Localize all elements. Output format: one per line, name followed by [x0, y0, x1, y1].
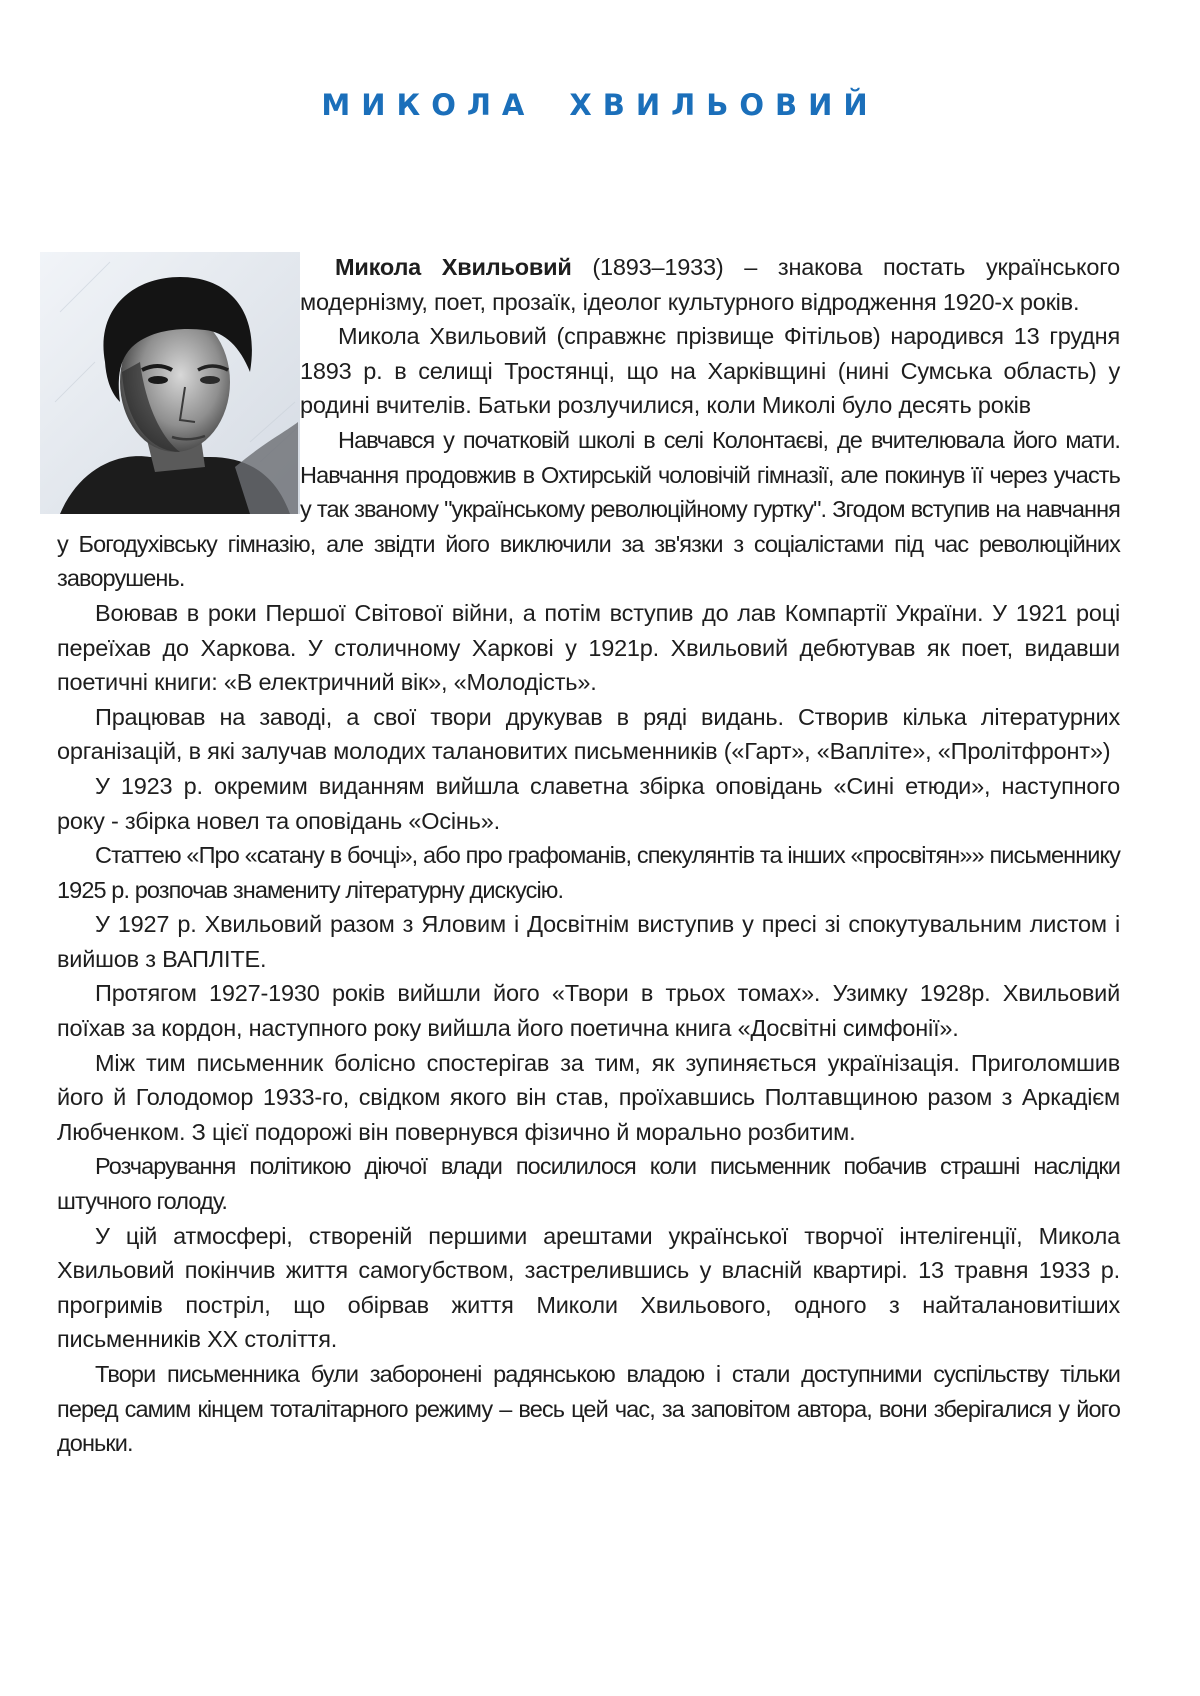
paragraph-war: Воював в роки Першої Світової війни, а потім вступив до лав Компартії України. У 1921 році переїхав до Харкова. У столичному Харкові у 1921р. Хвильовий дебютував як поет, видавши поетичні книги: «В електричний вік», «Молодість». [57, 599, 1120, 696]
title-last-name: ХВИЛЬОВИЙ [569, 88, 879, 122]
paragraph-ukrainization: Між тим письменник болісно спостерігав за тим, як зупиняється українізація. Приголомшив його й Голодомор 1933-го, свідком якого він став, проїхавшись Полтавщиною разом з Аркадієм Любченком. З цієї подорожі він повернувся фізично й морально розбитим. [57, 1049, 1120, 1145]
paragraph-article: Статтею «Про «сатану в бочці», або про графоманів, спекулянтів та інших «просвітян»» письменнику 1925 р. розпочав знамениту літературну дискусію. [57, 842, 1120, 903]
paragraph-legacy: Твори письменника були заборонені радянською владою і стали доступними суспільству тільки перед самим кінцем тоталітарного режиму – весь цей час, за заповітом автора, вони зберігалися у його доньки. [57, 1361, 1120, 1457]
portrait-spacer [40, 250, 300, 504]
paragraph-death: У цій атмосфері, створеній першими арештами української творчої інтелігенції, Микола Хвильовий покінчив життя самогубством, застрелившись у власній квартирі. 13 травня 1933 р. прогримів постріл, що обірвав життя Миколи Хвильового, одного з найталановитіших письменників XX століття. [57, 1222, 1120, 1353]
paragraph-works: Протягом 1927-1930 років вийшли його «Твори в трьох томах». Узимку 1928р. Хвильовий поїхав за кордон, наступного року вийшла його поетична книга «Досвітні симфонії». [57, 980, 1120, 1042]
paragraph-birth: Микола Хвильовий (справжнє прізвище Фітільов) народився 13 грудня 1893 р. в селищі Тростянці, що на Харківщині (нині Сумська область) у родині вчителів. Батьки розлучилися, коли Миколі було десять років [300, 323, 1120, 419]
paragraph-education: Навчався у початковій школі в селі Колонтаєві, де вчителювала його мати. Навчання продовжив в Охтирській чоловічій гімназії, але покинув її через участь у так званому "українському революційному гуртку". Згодом вступив на навчання у Богодухівську гімназію, але звідти його виключили за зв'язки з соціалістами під час революційних заворушень. [57, 426, 1120, 592]
page-title [0, 88, 1200, 122]
paragraph-1923: У 1923 р. окремим виданням вийшла славетна збірка оповідань «Сині етюди», наступного року - збірка новел та оповідань «Осінь». [57, 772, 1120, 834]
biography-text [57, 250, 1120, 1461]
paragraph-work: Працював на заводі, а свої твори друкував в ряді видань. Створив кілька літературних організацій, в які залучав молодих талановитих письменників («Гарт», «Вапліте», «Пролітфронт») [57, 703, 1120, 765]
author-name: Микола Хвильовий [335, 254, 572, 280]
intro-text: (1893–1933) – знакова постать українського модернізму, поет, прозаїк, ідеолог культурного відродження 1920-х років. [300, 254, 1120, 315]
title-first-name: МИКОЛА [321, 88, 536, 122]
paragraph-disappointment: Розчарування політикою діючої влади посилилося коли письменник побачив страшні наслідки штучного голоду. [57, 1153, 1120, 1215]
paragraph-1927: У 1927 р. Хвильовий разом з Яловим і Досвітнім виступив у пресі зі спокутувальним листом і вийшов з ВАПЛІТЕ. [57, 911, 1120, 972]
